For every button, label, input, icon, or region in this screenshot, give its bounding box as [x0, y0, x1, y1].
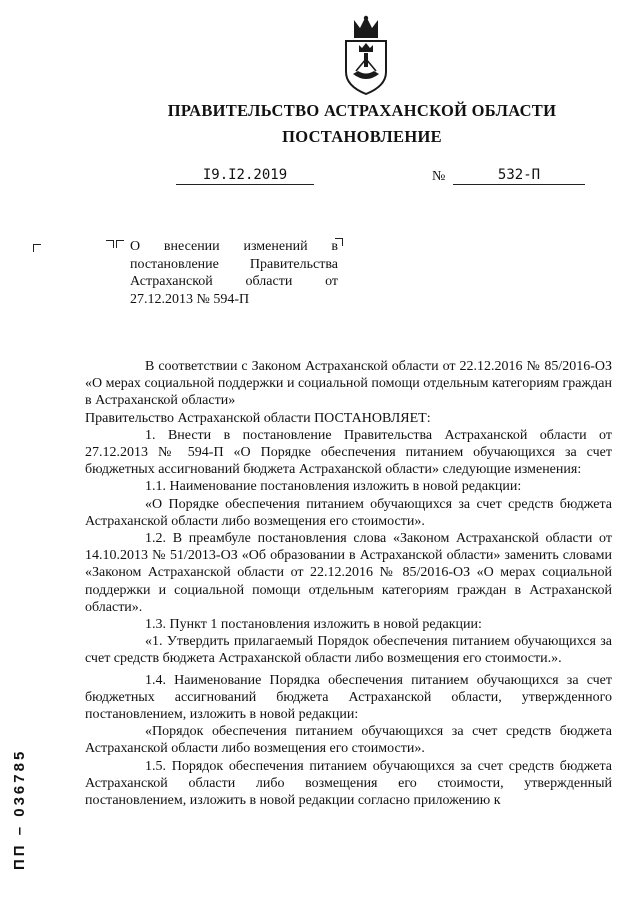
item-1-3-paragraph: 1.3. Пункт 1 постановления изложить в новой редакции:	[145, 617, 482, 633]
item-1-1-paragraph: 1.1. Наименование постановления изложить в новой редакции:	[145, 479, 522, 495]
item-1-5-paragraph: 1.5. Порядок обеспечения питанием обучающихся за счет средств бюджета Астраханской области либо возмещения его стоимости, утвержденный постановлением, изложить в новой редакции согласно приложению к	[85, 758, 612, 809]
item-1-1-quote: «О Порядке обеспечения питанием обучающихся за счет средств бюджета Астраханской области либо возмещения его стоимости».	[85, 496, 612, 529]
subject-corner-mark	[106, 240, 114, 248]
resolution-paragraph: Правительство Астраханской области ПОСТАНОВЛЯЕТ:	[85, 410, 431, 426]
astrakhan-coat-of-arms-icon	[340, 14, 392, 96]
item-1-3-quote: «1. Утвердить прилагаемый Порядок обеспечения питанием обучающихся за счет средств бюджета Астраханской области либо возмещения его стоимости.».	[85, 634, 612, 667]
serial-number: ПП – 036785	[11, 748, 28, 870]
item-1-2-paragraph: 1.2. В преамбуле постановления слова «Законом Астраханской области от 14.10.2013 № 51/2013-ОЗ «Об образовании в Астраханской области» заменить словами «Законом Астраханской области от 22.12.2016 № 85/2016-ОЗ «О мерах социальной поддержки и социальной помощи отдельным категориям граждан в Астраханской области».	[85, 531, 612, 615]
margin-corner-mark	[33, 244, 41, 252]
document-body	[85, 358, 612, 809]
document-type: ПОСТАНОВЛЕНИЕ	[282, 127, 442, 146]
document-date: I9.I2.2019	[176, 167, 314, 185]
subject-corner-mark	[116, 240, 124, 248]
document-number: 532-П	[453, 167, 585, 185]
number-sign: №	[432, 169, 446, 184]
document-subject: О внесении изменений в постановление Правительства Астраханской области от 27.12.2013 № 594-П	[130, 239, 338, 307]
item-1-4-paragraph: 1.4. Наименование Порядка обеспечения питанием обучающихся за счет бюджетных ассигнований бюджета Астраханской области, утвержденного постановлением, изложить в новой редакции:	[85, 672, 612, 723]
item-1-paragraph: 1. Внести в постановление Правительства Астраханской области от 27.12.2013 № 594-П «О Порядке обеспечения питанием обучающихся за счет бюджетных ассигнований бюджета Астраханской области» следующие изменения:	[85, 427, 612, 478]
government-name: ПРАВИТЕЛЬСТВО АСТРАХАНСКОЙ ОБЛАСТИ	[167, 101, 557, 120]
item-1-4-quote: «Порядок обеспечения питанием обучающихся за счет средств бюджета Астраханской области либо возмещения его стоимости».	[85, 724, 612, 757]
preamble-paragraph: В соответствии с Законом Астраханской области от 22.12.2016 № 85/2016-ОЗ «О мерах социальной поддержки и социальной помощи отдельным категориям граждан в Астраханской области»	[85, 359, 612, 409]
